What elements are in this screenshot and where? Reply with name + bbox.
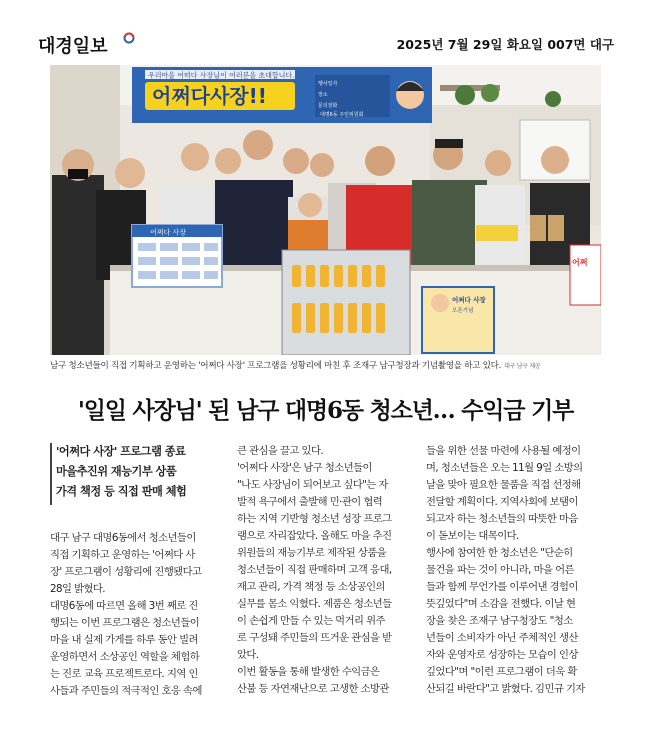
subhead-line: 가격 책정 등 직접 판매 체험	[56, 484, 187, 498]
body-line: 자와 운영자로 성장하는 모습이 인상	[426, 649, 578, 661]
body-line: 행되는 이번 프로그램은 청소년들이	[50, 617, 200, 629]
subhead-line: '어쩌다 사장' 프로그램 종료	[56, 444, 186, 458]
newspaper-logo: 대경일보	[38, 36, 108, 57]
body-line: 발적 욕구에서 출발해 민·관이 협력	[237, 496, 383, 508]
side-sign-text: 어쩌	[572, 258, 588, 267]
banner-title-text: 어쩌다사장!!	[152, 84, 267, 108]
poster-sub-text: 오픈기념	[452, 308, 474, 314]
body-line: 전달할 계획이다. 지역사회에 보탬이	[426, 496, 578, 508]
menu-sign-text: 어쩌다 사장	[150, 228, 187, 237]
body-line: 직접 기획하고 운영하는 '어쩌다 사	[50, 549, 195, 561]
body-line: 청소년들이 직접 판매하며 고객 응대,	[237, 564, 392, 576]
body-line: 하는 지역 기반형 청소년 성장 프로그	[237, 513, 392, 525]
logo-mark-icon	[123, 32, 135, 44]
body-line: 28일 밝혔다.	[50, 583, 106, 595]
body-column-2	[237, 443, 415, 698]
body-line: 램으로 자리잡았다. 올해도 마을 추진	[237, 530, 392, 542]
body-line: 년들이 소비자가 아닌 주체적인 생산	[426, 632, 578, 644]
body-line: "나도 사장님이 되어보고 싶다"는 자	[237, 479, 388, 491]
body-line: 되고자 하는 청소년들의 따뜻한 마음	[426, 513, 578, 525]
body-column-3	[426, 443, 606, 698]
body-line: 재고 관리, 가격 책정 등 소상공인의	[237, 581, 385, 593]
body-line: 장' 프로그램이 성황리에 진행됐다고	[50, 566, 202, 578]
headline: '일일 사장님' 된 남구 대명6동 청소년… 수익금 기부	[77, 397, 574, 424]
body-line: 대명6동에 따르면 올해 3번 째로 진	[50, 600, 198, 612]
dateline: 2025년 7월 29일 화요일 007면 대구	[396, 37, 614, 52]
subheadline-block	[50, 441, 226, 501]
body-line: 들과 함께 무언가를 이루어낸 경험이	[426, 581, 578, 593]
photo-caption	[50, 359, 610, 371]
masthead	[38, 32, 614, 56]
body-line: '어쩌다 사장'은 남구 청소년들이	[237, 462, 372, 474]
subhead-line: 마을추진위 재능기부 상품	[56, 464, 177, 478]
body-line: 위원들의 재능기부로 제작된 상품을	[237, 547, 387, 559]
body-line: 뜻깊었다"며 소감을 전했다. 이날 현	[426, 598, 576, 610]
photo-credit: 대구 남구 제공	[504, 363, 541, 370]
banner-org-text: 대명6동 주민위원회	[320, 112, 364, 118]
body-line: 로 구성돼 주민들의 뜨거운 관심을 받	[237, 632, 392, 644]
body-line: 산불 등 자연재난으로 고생한 소방관	[237, 683, 389, 695]
body-line: 며, 청소년들은 오는 11월 9일 소방의	[426, 462, 583, 474]
photo-illustration	[50, 65, 601, 355]
body-line: 물건을 파는 것이 아니라, 마을 어른	[426, 564, 574, 576]
body-line: 깊었다"며 "이런 프로그램이 더욱 확	[426, 666, 577, 678]
banner-info-3: 문의전화	[318, 103, 338, 109]
body-line: 이 손쉽게 만들 수 있는 먹거리 위주	[237, 615, 385, 627]
body-line: 대구 남구 대명6동에서 청소년들이	[50, 532, 196, 544]
body-line: 큰 관심을 끌고 있다.	[237, 445, 324, 457]
body-line: 들을 위한 선물 마련에 사용될 예정이	[426, 445, 581, 457]
banner-info-1: 행사일자	[318, 81, 338, 87]
body-line: 행사에 참여한 한 청소년은 "단순히	[426, 547, 573, 559]
body-line: 산되길 바란다"고 밝혔다. 김민규 기자	[426, 683, 585, 695]
banner-top-text: 우리마을 어떠다 사장님이 여러분을 초대합니다.	[148, 71, 295, 80]
body-line: 았다.	[237, 649, 259, 661]
banner-info-2: 장소	[318, 92, 328, 98]
body-column-1	[50, 530, 226, 700]
body-line: 실무를 몸소 익혔다. 제품은 청소년들	[237, 598, 392, 610]
body-line: 이 돋보이는 대목이다.	[426, 530, 519, 542]
body-line: 날을 맞아 필요한 물품을 직접 선정해	[426, 479, 581, 491]
subhead-rule	[50, 443, 52, 505]
poster-title-text: 어쩌다 사장	[452, 296, 486, 304]
body-line: 마을 내 실제 가게를 하루 동안 빌려	[50, 634, 198, 646]
news-photo	[50, 65, 601, 355]
body-line: 이번 활동을 통해 발생한 수익금은	[237, 666, 380, 678]
body-line: 운영하면서 소상공인 역할을 체험하	[50, 651, 200, 663]
body-line: 장을 찾은 조재구 남구청장도 "청소	[426, 615, 573, 627]
body-line: 는 진로 교육 프로젝트로다. 지역 인	[50, 668, 198, 680]
body-line: 사들과 주민들의 적극적인 호응 속에	[50, 685, 202, 697]
caption-text: 남구 청소년들이 직접 기획하고 운영하는 '어쩌다 사장' 프로그램을 성황리에 마친 후 조재구 남구청장과 기념촬영을 하고 있다.	[50, 361, 502, 371]
